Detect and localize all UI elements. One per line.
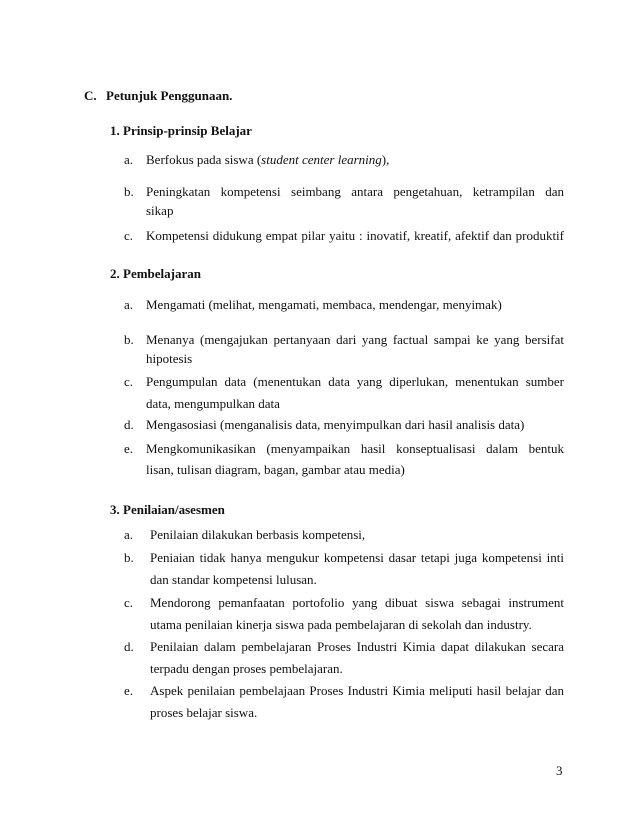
list-item-line: Penilaian dalam pembelajaran Proses Industri Kimia dapat dilakukan secara (150, 639, 564, 654)
section-title: Petunjuk Penggunaan. (106, 88, 233, 103)
list-item-line: Mengkomunikasikan (menyampaikan hasil konseptualisasi dalam bentuk (146, 441, 564, 456)
list-marker: c. (124, 374, 134, 389)
list-marker: b. (124, 550, 134, 565)
text-segment: ), (381, 152, 390, 167)
list-marker: e. (124, 441, 134, 456)
list-marker: e. (124, 683, 134, 698)
list-item-line: data, mengumpulkan data (146, 396, 280, 411)
page-number: 3 (556, 763, 563, 778)
list-marker: a. (124, 152, 134, 167)
list-item-line: Mendorong pemanfaatan portofolio yang dibuat siswa sebagai instrument (150, 595, 564, 610)
list-item-text (146, 152, 389, 168)
section-marker: C. (84, 88, 97, 103)
subsection-heading: 2. Pembelajaran (110, 266, 201, 281)
list-marker: d. (124, 417, 134, 432)
subsection-heading: 1. Prinsip-prinsip Belajar (110, 123, 252, 138)
list-item-line: Penilaian dilakukan berbasis kompetensi, (150, 527, 366, 542)
list-item-line: Aspek penilaian pembelajaan Proses Industri Kimia meliputi hasil belajar dan (150, 683, 564, 698)
list-item-line: proses belajar siswa. (150, 705, 258, 720)
list-item-line: Kompetensi didukung empat pilar yaitu : inovatif, kreatif, afektif dan produktif (146, 228, 564, 243)
list-item-line: dan standar kompetensi lulusan. (150, 572, 317, 587)
list-marker: c. (124, 228, 134, 243)
list-item-line: terpadu dengan proses pembelajaran. (150, 661, 343, 676)
list-item-line: hipotesis (146, 351, 193, 366)
list-marker: b. (124, 332, 134, 347)
list-marker: c. (124, 595, 134, 610)
list-item-line: lisan, tulisan diagram, bagan, gambar atau media) (146, 462, 405, 477)
list-item-line: Pengumpulan data (menentukan data yang diperlukan, menentukan sumber (146, 374, 564, 389)
list-item-line: sikap (146, 203, 174, 218)
text-segment: Berfokus pada siswa ( (146, 152, 262, 167)
list-item-line: utama penilaian kinerja siswa pada pembelajaran di sekolah dan industry. (150, 617, 532, 632)
list-marker: b. (124, 184, 134, 199)
list-item-line: Peniaian tidak hanya mengukur kompetensi dasar tetapi juga kompetensi inti (150, 550, 564, 565)
list-item-line: Mengamati (melihat, mengamati, membaca, mendengar, menyimak) (146, 297, 502, 312)
list-marker: d. (124, 639, 134, 654)
list-item-line: Menanya (mengajukan pertanyaan dari yang factual sampai ke yang bersifat (146, 332, 564, 347)
subsection-heading: 3. Penilaian/asesmen (110, 502, 225, 517)
italic-term: student center learning (261, 152, 382, 167)
list-marker: a. (124, 297, 134, 312)
list-marker: a. (124, 527, 134, 542)
list-item-line: Mengasosiasi (menganalisis data, menyimpulkan dari hasil analisis data) (146, 417, 525, 432)
list-item-line: Peningkatan kompetensi seimbang antara pengetahuan, ketrampilan dan (146, 184, 564, 199)
